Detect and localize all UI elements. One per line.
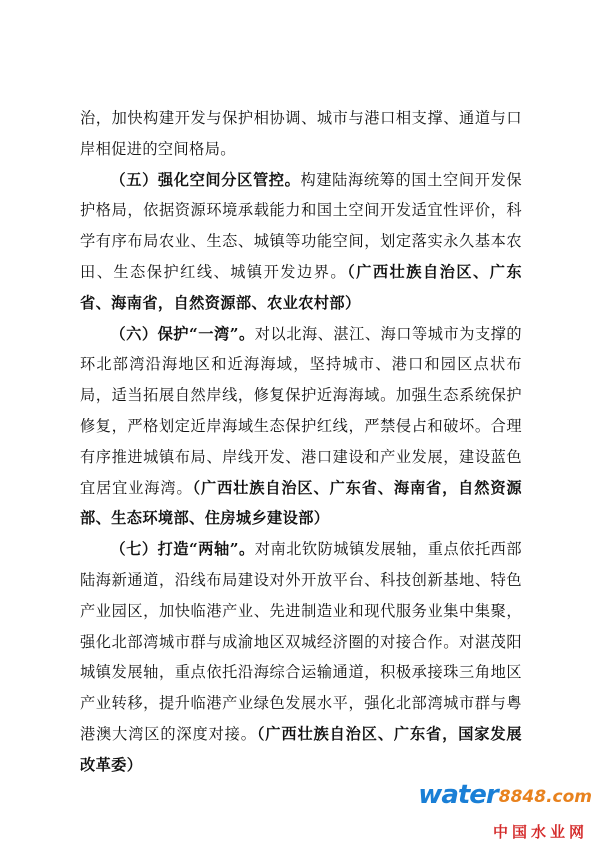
site-watermark-logo bbox=[418, 780, 592, 842]
watermark-word: water bbox=[418, 780, 498, 810]
section-heading: （七）打造“两轴”。 bbox=[110, 540, 255, 559]
section-heading: （六）保护“一湾”。 bbox=[110, 324, 255, 343]
watermark-number: 8848.com bbox=[498, 787, 592, 807]
paragraph-section-5 bbox=[80, 165, 522, 319]
paragraph-body: 构建陆海统筹的国土空间开发保护格局，依据资源环境承载能力和国土空间开发适宜性评价，科学有序布局农业、生态、城镇等功能空间，划定落实永久基本农田、生态保护红线、城镇开发边界。 bbox=[80, 170, 522, 281]
responsible-parties: （广西壮族自治区、广东省，国家发展改革委） bbox=[80, 724, 523, 774]
paragraph-body: 对以北海、湛江、海口等城市为支撑的环北部湾沿海地区和近海海域，坚持城市、港口和园区点状布局，适当拓展自然岸线，修复保护近海海域。加强生态系统保护修复，严格划定近岸海域生态保护红线，严禁侵占和破坏。合理有序推进城镇布局、岸线开发、港口建设和产业发展，建设蓝色宜居宜业海湾。 bbox=[80, 324, 522, 497]
responsible-parties: （广西壮族自治区、广东省、海南省，自然资源部、农业农村部） bbox=[80, 262, 522, 312]
watermark-chinese: 中国水业网 bbox=[492, 823, 588, 841]
paragraph-body: 治，加快构建开发与保护相协调、城市与港口相支撑、通道与口岸相促进的空间格局。 bbox=[80, 109, 522, 158]
paragraph-section-6 bbox=[80, 319, 522, 535]
section-heading: （五）强化空间分区管控。 bbox=[110, 170, 301, 189]
paragraph-intro bbox=[80, 103, 522, 165]
paragraph-body: 对南北钦防城镇发展轴，重点依托西部陆海新通道，沿线布局建设对外开放平台、科技创新基地、特色产业园区，加快临港产业、先进制造业和现代服务业集中集聚，强化北部湾城市群与成渝地区双城经济圈的对接合作。对湛茂阳城镇发展轴，重点依托沿海综合运输通道，积极承接珠三角地区产业转移，提升临港产业绿色发展水平，强化北部湾城市群与粤港澳大湾区的深度对接。 bbox=[80, 540, 522, 743]
responsible-parties: （广西壮族自治区、广东省、海南省，自然资源部、生态环境部、住房城乡建设部） bbox=[80, 478, 522, 528]
paragraph-section-7 bbox=[80, 534, 522, 780]
watermark-wordmark bbox=[418, 780, 592, 810]
document-page bbox=[80, 103, 522, 781]
